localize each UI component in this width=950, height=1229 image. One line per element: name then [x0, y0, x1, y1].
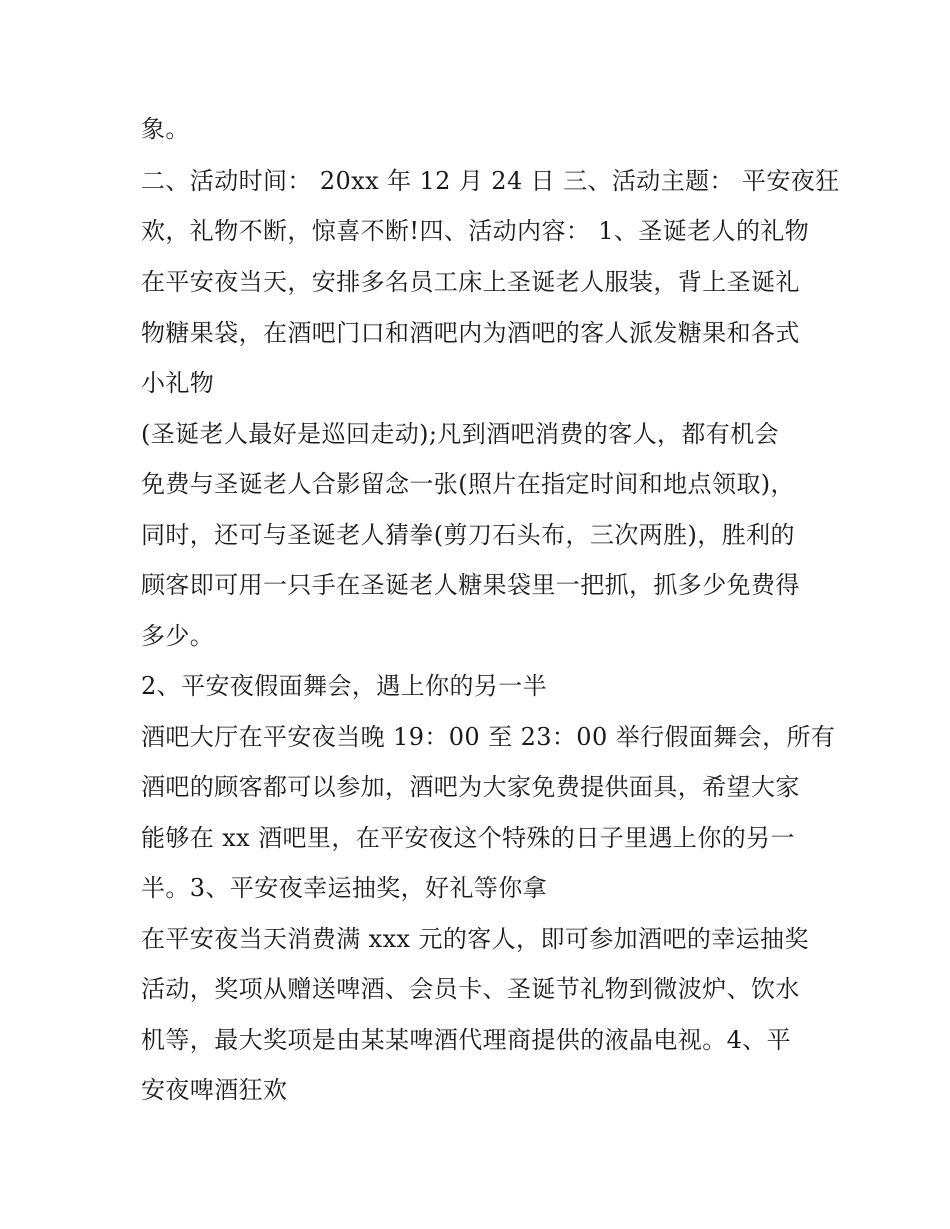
- text-line: 酒吧大厅在平安夜当晚 19：00 至 23：00 举行假面舞会，所有: [141, 723, 836, 751]
- text-line: 活动，奖项从赠送啤酒、会员卡、圣诞节礼物到微波炉、饮水: [141, 975, 800, 1003]
- text-line: 免费与圣诞老人合影留念一张(照片在指定时间和地点领取)，: [141, 470, 795, 498]
- text-line: 多少。: [141, 622, 215, 650]
- text-line: 2、平安夜假面舞会，遇上你的另一半: [141, 672, 548, 700]
- text-line: 能够在 xx 酒吧里，在平安夜这个特殊的日子里遇上你的另一: [141, 824, 795, 852]
- text-line: 欢，礼物不断，惊喜不断!四、活动内容： 1、圣诞老人的礼物: [141, 217, 810, 245]
- text-line: 在平安夜当天消费满 xxx 元的客人，即可参加酒吧的幸运抽奖: [141, 925, 809, 953]
- text-line: (圣诞老人最好是巡回走动);凡到酒吧消费的客人，都有机会: [141, 420, 780, 448]
- text-line: 安夜啤酒狂欢: [141, 1076, 288, 1104]
- text-line: 二、活动时间： 20xx 年 12 月 24 日 三、活动主题： 平安夜狂: [141, 167, 840, 195]
- text-line: 酒吧的顾客都可以参加，酒吧为大家免费提供面具，希望大家: [141, 773, 800, 801]
- text-line: 小礼物: [141, 369, 215, 397]
- text-line: 物糖果袋，在酒吧门口和酒吧内为酒吧的客人派发糖果和各式: [141, 319, 800, 347]
- text-line: 顾客即可用一只手在圣诞老人糖果袋里一把抓，抓多少免费得: [141, 571, 800, 599]
- text-line: 同时，还可与圣诞老人猜拳(剪刀石头布，三次两胜)，胜利的: [141, 521, 795, 549]
- text-line: 半。3、平安夜幸运抽奖，好礼等你拿: [141, 874, 548, 902]
- text-line: 在平安夜当天，安排多名员工床上圣诞老人服装，背上圣诞礼: [141, 268, 800, 296]
- text-line: 机等，最大奖项是由某某啤酒代理商提供的液晶电视。4、平: [141, 1026, 792, 1054]
- text-line: 象。: [141, 115, 190, 143]
